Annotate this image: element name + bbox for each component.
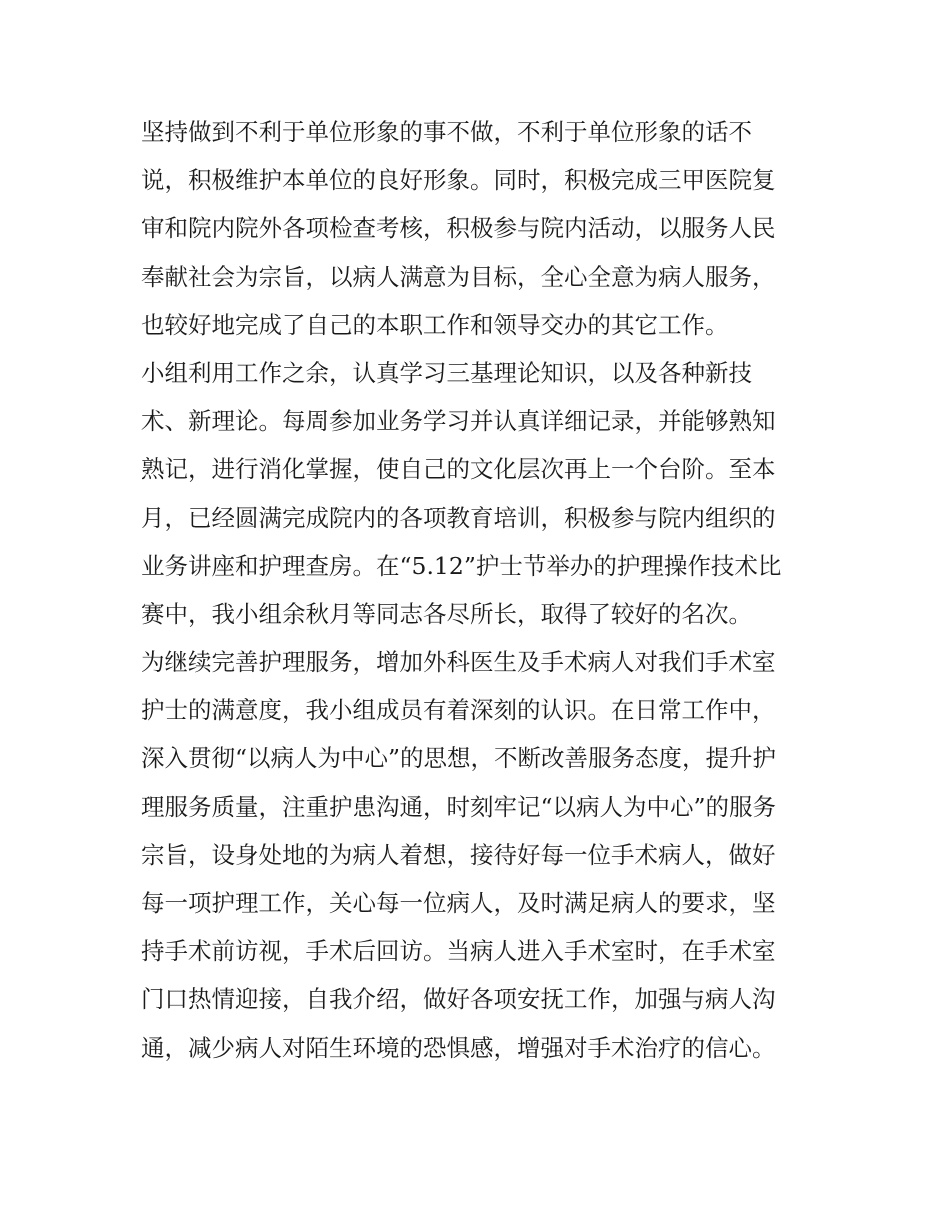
- text-line: 每一项护理工作，关心每一位病人，及时满足病人的要求，坚: [141, 889, 776, 917]
- text-line: 月，已经圆满完成院内的各项教育培训，积极参与院内组织的: [141, 503, 776, 532]
- text-line: 审和院内院外各项检查考核，积极参与院内活动，以服务人民: [141, 214, 776, 243]
- body-text: [141, 108, 821, 1072]
- text-line: 术、新理论。每周参加业务学习并认真详细记录，并能够熟知: [141, 407, 776, 436]
- text-line: 业务讲座和护理查房。在“5.12”护士节举办的护理操作技术比: [141, 551, 782, 580]
- text-line: 护士的满意度，我小组成员有着深刻的认识。在日常工作中，: [141, 696, 776, 725]
- text-line: 理服务质量，注重护患沟通，时刻牢记“以病人为中心”的服务: [141, 792, 777, 821]
- text-line: 宗旨，设身处地的为病人着想，接待好每一位手术病人，做好: [141, 840, 776, 869]
- text-line: 小组利用工作之余，认真学习三基理论知识，以及各种新技: [141, 358, 752, 387]
- text-line: 深入贯彻“以病人为中心”的思想，不断改善服务态度，提升护: [141, 744, 777, 773]
- text-line: 通，减少病人对陌生环境的恐惧感，增强对手术治疗的信心。: [141, 1033, 776, 1062]
- text-line: 奉献社会为宗旨，以病人满意为目标，全心全意为病人服务，: [141, 262, 776, 291]
- text-line: 门口热情迎接，自我介绍，做好各项安抚工作，加强与病人沟: [141, 985, 776, 1014]
- text-line: 坚持做到不利于单位形象的事不做，不利于单位形象的话不: [141, 118, 752, 146]
- text-line: 说，积极维护本单位的良好形象。同时，积极完成三甲医院复: [141, 166, 776, 195]
- text-line: 熟记，进行消化掌握，使自己的文化层次再上一个台阶。至本: [141, 455, 776, 484]
- text-line: 持手术前访视，手术后回访。当病人进入手术室时，在手术室: [141, 937, 776, 966]
- text-line: 赛中，我小组余秋月等同志各尽所长，取得了较好的名次。: [141, 599, 752, 628]
- text-line: 为继续完善护理服务，增加外科医生及手术病人对我们手术室: [141, 648, 776, 677]
- text-line: 也较好地完成了自己的本职工作和领导交办的其它工作。: [141, 310, 729, 339]
